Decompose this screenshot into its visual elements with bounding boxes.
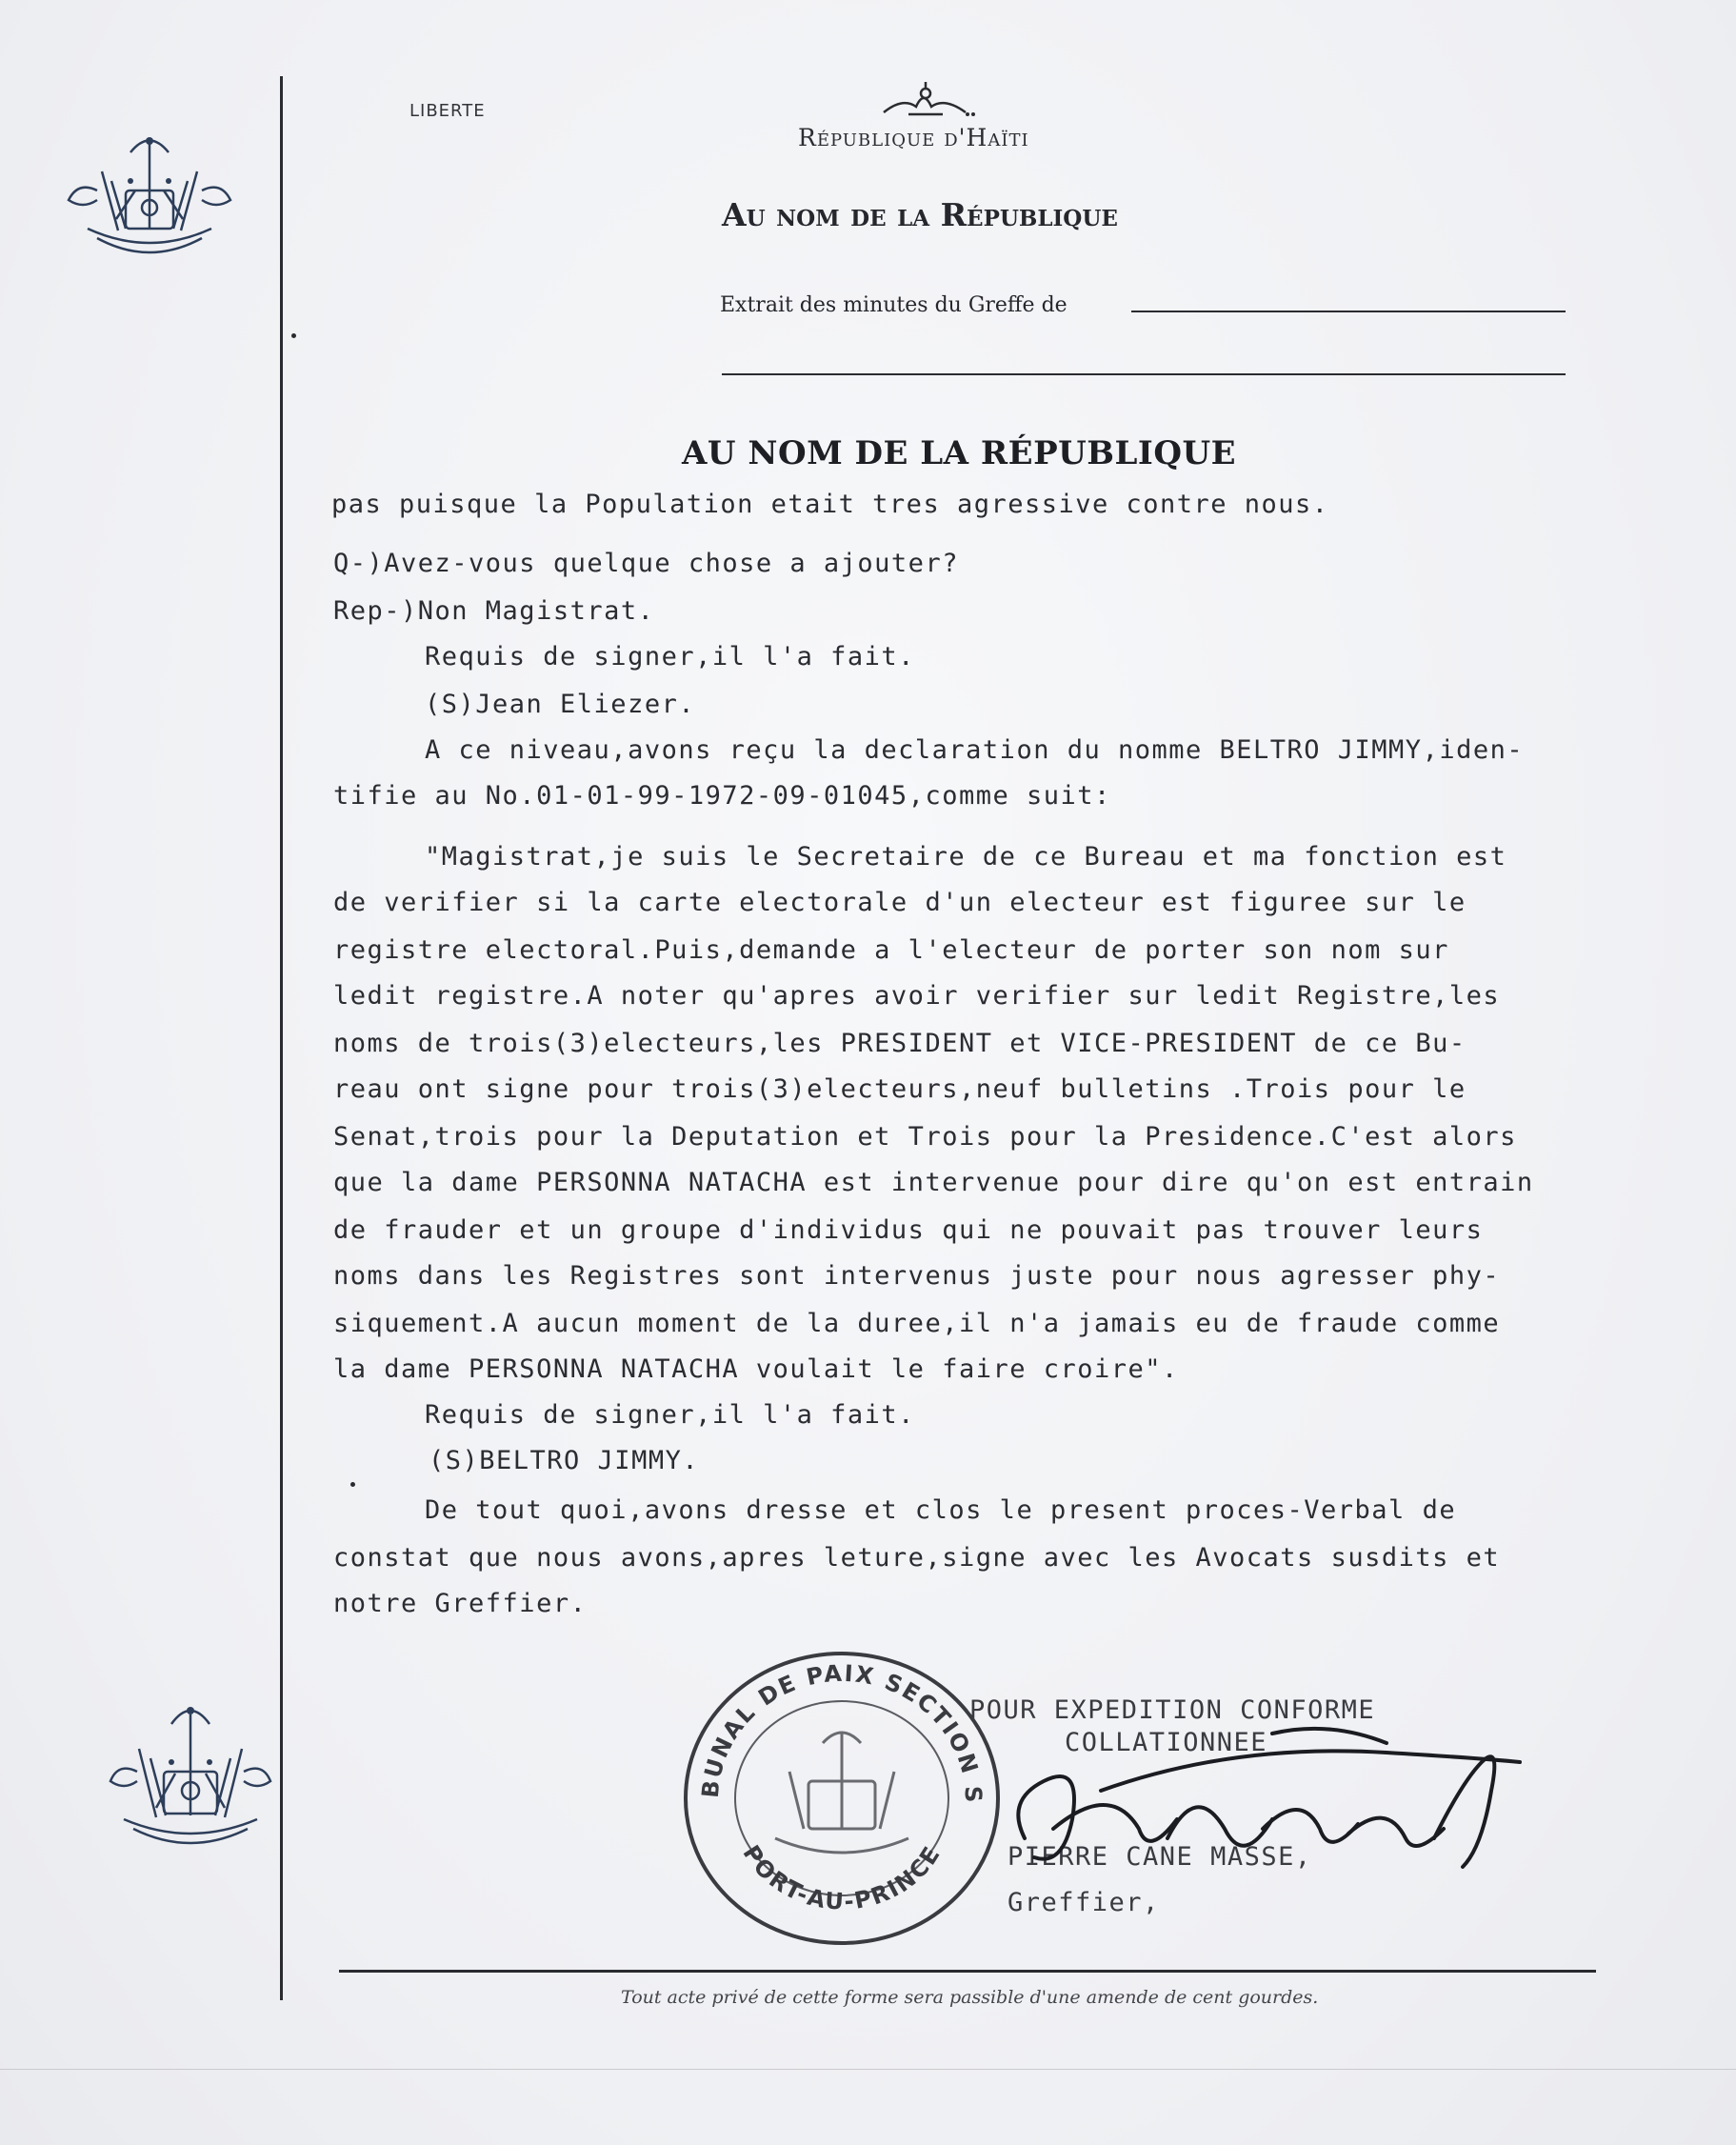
body-line: noms dans les Registres sont intervenus juste pour nous agresser phy-	[333, 1261, 1501, 1291]
expedition-line: POUR EXPEDITION CONFORME	[969, 1695, 1376, 1725]
greffier-title: Greffier,	[1008, 1888, 1160, 1917]
body-line: Rep-)Non Magistrat.	[333, 596, 655, 626]
body-line: Q-)Avez-vous quelque chose a ajouter?	[333, 549, 959, 578]
body-line: ledit registre.A noter qu'apres avoir verifier sur ledit Registre,les	[333, 981, 1501, 1011]
greffier-name: PIERRE CANE MASSE,	[1008, 1842, 1312, 1872]
liberte-label: LIBERTE	[409, 101, 486, 121]
body-line: notre Greffier.	[333, 1589, 588, 1618]
greffier-signature	[987, 1724, 1533, 1911]
seal-text-top: BUNAL DE PAIX SECTION S	[696, 1659, 988, 1805]
body-line: noms de trois(3)electeurs,les PRESIDENT et VICE-PRESIDENT de ce Bu-	[333, 1029, 1467, 1058]
body-line: pas puisque la Population etait tres agressive contre nous.	[331, 490, 1329, 519]
body-line: Requis de signer,il l'a fait.	[425, 1400, 915, 1430]
au-nom-title: AU NOM DE LA RÉPUBLIQUE	[682, 434, 1237, 472]
body-line: registre electoral.Puis,demande a l'electeur de porter son nom sur	[333, 935, 1449, 965]
republique-heading: République d'Haïti	[798, 124, 1029, 151]
body-line: Requis de signer,il l'a fait.	[425, 642, 915, 672]
coat-of-arms-top-icon	[59, 124, 240, 267]
frame-left-rule	[280, 76, 283, 2000]
body-line: la dame PERSONNA NATACHA voulait le faire croire".	[333, 1354, 1179, 1384]
coat-of-arms-bottom-icon	[105, 1686, 276, 1857]
seal-text-bottom: PORT-AU-PRINCE	[737, 1840, 947, 1915]
body-line: (S)Jean Eliezer.	[425, 690, 696, 719]
collationnee-line: COLLATIONNEE	[1065, 1728, 1268, 1757]
au-nom-heading: Au nom de la République	[722, 196, 1118, 233]
body-line: que la dame PERSONNA NATACHA est intervenue pour dire qu'on est entrain	[333, 1168, 1534, 1197]
extrait-blank-line	[1131, 311, 1566, 312]
body-line: siquement.A aucun moment de la duree,il n'a jamais eu de fraude comme	[333, 1309, 1501, 1338]
fold-line	[0, 2069, 1736, 2070]
header-crest-icon	[874, 78, 979, 122]
body-line: De tout quoi,avons dresse et clos le present proces-Verbal de	[425, 1495, 1457, 1525]
body-line: constat que nous avons,apres leture,signe avec les Avocats susdits et	[333, 1543, 1501, 1573]
body-line: A ce niveau,avons reçu la declaration du nomme BELTRO JIMMY,iden-	[425, 735, 1525, 765]
speck	[291, 333, 296, 338]
tribunal-seal	[670, 1638, 1013, 1953]
body-line: de verifier si la carte electorale d'un electeur est figuree sur le	[333, 888, 1467, 917]
body-line: (S)BELTRO JIMMY.	[429, 1446, 700, 1475]
extrait-label: Extrait des minutes du Greffe de	[720, 293, 1068, 317]
body-line: reau ont signe pour trois(3)electeurs,neuf bulletins .Trois pour le	[333, 1074, 1467, 1104]
body-line: de frauder et un groupe d'individus qui ne pouvait pas trouver leurs	[333, 1215, 1484, 1245]
frame-bottom-rule	[339, 1970, 1596, 1973]
body-line: tifie au No.01-01-99-1972-09-01045,comme suit:	[333, 781, 1111, 811]
footer-note: Tout acte privé de cette forme sera passible d'une amende de cent gourdes.	[621, 1987, 1319, 2008]
body-line: "Magistrat,je suis le Secretaire de ce Bureau et ma fonction est	[425, 842, 1507, 872]
header-rule	[722, 373, 1566, 375]
speck	[350, 1482, 355, 1487]
body-line: Senat,trois pour la Deputation et Trois pour la Presidence.C'est alors	[333, 1122, 1517, 1152]
